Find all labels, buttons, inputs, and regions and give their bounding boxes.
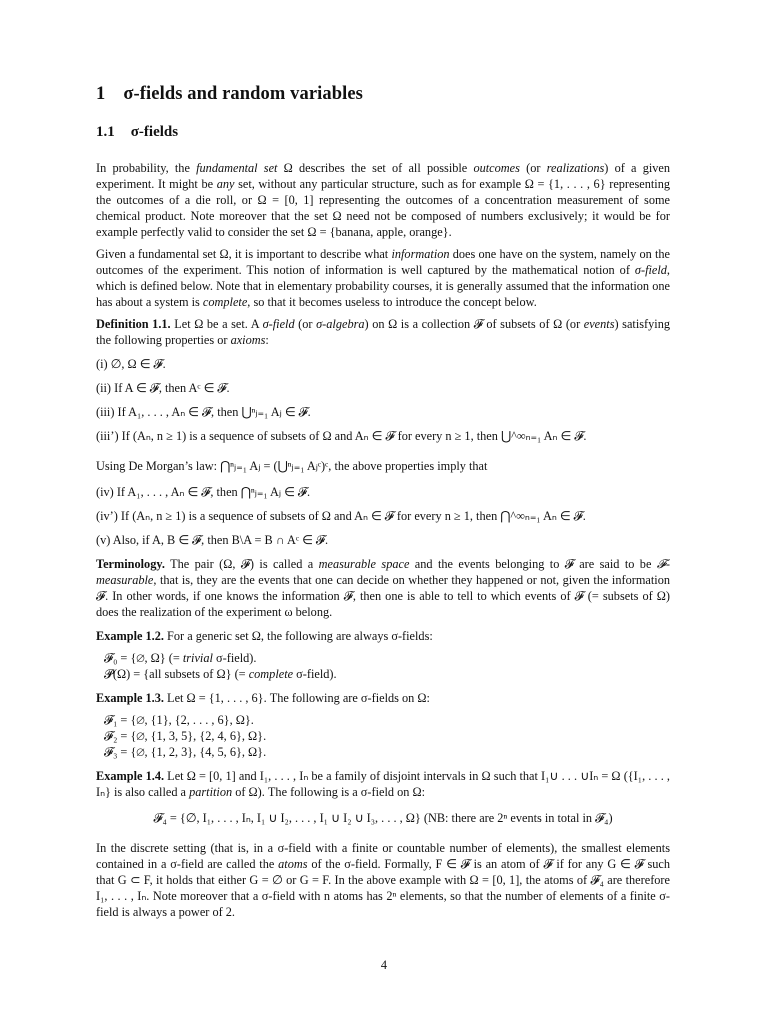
text: does one have on the system, namely on the outcomes of the experiment. This notion of information is well captured by the mathematical notion of xyxy=(96,247,670,277)
de-morgan-statement: Using De Morgan’s law: ⋂ⁿⱼ₌₁ Aⱼ = (⋃ⁿⱼ₌₁ Aⱼᶜ)ᶜ, the above properties imply that xyxy=(96,459,488,473)
definition-1-1 xyxy=(96,316,670,348)
text: Given a fundamental set Ω, it is important to describe what xyxy=(96,247,392,261)
text: In the discrete setting (that is, in a σ-field with a finite or countable number of elements), the smallest elements contained in a σ-field are called the xyxy=(96,841,670,871)
text: In probability, the xyxy=(96,161,197,175)
emphasis: axioms xyxy=(230,333,266,347)
emphasis: complete xyxy=(202,295,248,309)
emphasis: fundamental set xyxy=(196,161,278,175)
subsection-title: σ-fields xyxy=(130,124,179,140)
axiom-item: (iii) If A₁, . . . , Aₙ ∈ 𝓕, then ⋃ⁿⱼ₌₁ Aⱼ ∈ 𝓕. xyxy=(96,405,311,419)
terminology-label: Terminology. xyxy=(96,557,165,571)
example-line: 𝓕₃ = {∅, {1, 2, 3}, {4, 5, 6}, Ω}. xyxy=(104,745,267,759)
emphasis: σ-field xyxy=(262,317,295,331)
section-title: σ-fields and random variables xyxy=(123,84,363,104)
terminology-paragraph xyxy=(96,556,670,620)
text: : xyxy=(265,333,269,347)
emphasis: atoms xyxy=(278,857,308,871)
subsection-heading xyxy=(96,124,670,141)
example-1-4 xyxy=(96,768,670,800)
emphasis: partition xyxy=(189,785,233,799)
emphasis: σ-algebra xyxy=(316,317,365,331)
emphasis: trivial xyxy=(182,651,213,665)
example-label: Example 1.3. xyxy=(96,691,164,705)
text: Let Ω be a set. A xyxy=(170,317,263,331)
page-content xyxy=(96,80,670,920)
emphasis: 𝓕-measurable xyxy=(96,557,670,587)
paragraph-information xyxy=(96,246,670,310)
text: ) of a given experiment. It might be xyxy=(96,161,671,191)
example-label: Example 1.4. xyxy=(96,769,165,783)
text: , that is, they are the events that one can decide on whether they happened or not, given the information 𝓕. In other words, if one knows the information 𝓕, then one is able to tell to which events of 𝓕 (= subsets of Ω) does the realization of the experiment ω belong. xyxy=(96,573,670,619)
text: ) on Ω is a collection 𝓕 of subsets of Ω (or xyxy=(364,317,584,331)
text: σ-field). xyxy=(212,651,257,665)
section-heading xyxy=(96,84,670,105)
definition-label: Definition 1.1. xyxy=(96,317,171,331)
emphasis: σ-field xyxy=(634,263,667,277)
example-1-3 xyxy=(96,690,670,706)
page-number: 4 xyxy=(380,958,388,972)
axiom-item: (iii’) If (Aₙ, n ≥ 1) is a sequence of subsets of Ω and Aₙ ∈ 𝓕 for every n ≥ 1, then ⋃^∞ₙ₌₁ Aₙ ∈ 𝓕. xyxy=(96,429,587,443)
emphasis: realizations xyxy=(546,161,605,175)
emphasis: outcomes xyxy=(473,161,520,175)
example-label: Example 1.2. xyxy=(96,629,164,643)
text: For a generic set Ω, the following are always σ-fields: xyxy=(163,629,433,643)
emphasis: measurable space xyxy=(318,557,410,571)
property-item: (iv’) If (Aₙ, n ≥ 1) is a sequence of subsets of Ω and Aₙ ∈ 𝓕 for every n ≥ 1, then ⋂^∞ₙ₌₁ Aₙ ∈ 𝓕. xyxy=(96,509,586,523)
text: Let Ω = [0, 1] and I₁, . . . , Iₙ be a family of disjoint intervals in Ω such that I₁∪ . . . ∪Iₙ = Ω ({I₁, . . . , Iₙ} is also called a xyxy=(96,769,670,799)
text: set, without any particular structure, such as for example Ω = {1, . . . , 6} representing the outcomes of a die roll, or Ω = [0, 1] representing the outcomes of a concentration measurement of some chemical product. Note moreover that the set Ω need not be composed of numbers exclusively; it would be for example perfectly valid to consider the set Ω = {banana, apple, orange}. xyxy=(96,177,670,239)
example-line: 𝓕₂ = {∅, {1, 3, 5}, {2, 4, 6}, Ω}. xyxy=(104,729,267,743)
emphasis: events xyxy=(583,317,615,331)
text: Ω describes the set of all possible xyxy=(277,161,474,175)
example-line xyxy=(96,666,670,682)
emphasis: information xyxy=(391,247,450,261)
text: 𝓕₀ = {∅, Ω} (= xyxy=(104,651,183,665)
section-number: 1 xyxy=(96,84,106,104)
text: , so that it becomes useless to introduce the concept below. xyxy=(247,295,537,309)
display-equation: 𝓕₄ = {∅, I₁, . . . , Iₙ, I₁ ∪ I₂, . . . , I₁ ∪ I₂ ∪ I₃, . . . , Ω} (NB: there are 2ⁿ events in total in 𝓕₄) xyxy=(153,811,613,825)
text: 𝓟(Ω) = {all subsets of Ω} (= xyxy=(104,667,249,681)
axiom-item: (i) ∅, Ω ∈ 𝓕. xyxy=(96,357,166,371)
text: of the σ-field. Formally, F ∈ 𝓕 is an atom of 𝓕 if for any G ∈ 𝓕 such that G ⊂ F, it holds that either G = ∅ or G = F. In the above example with Ω = [0, 1], the atoms of 𝓕₄ are therefore I₁, . . . , Iₙ. Note moreover that a σ-field with n atoms has 2ⁿ elements, so that the number of elements of a finite σ-field is always a power of 2. xyxy=(96,857,670,919)
property-item: (iv) If A₁, . . . , Aₙ ∈ 𝓕, then ⋂ⁿⱼ₌₁ Aⱼ ∈ 𝓕. xyxy=(96,485,311,499)
axiom-item: (ii) If A ∈ 𝓕, then Aᶜ ∈ 𝓕. xyxy=(96,381,230,395)
text: σ-field). xyxy=(293,667,337,681)
example-1-2 xyxy=(96,628,670,644)
text: of Ω). The following is a σ-field on Ω: xyxy=(232,785,426,799)
example-line xyxy=(96,650,670,666)
emphasis: complete xyxy=(248,667,294,681)
text: ) satisfying the following properties or xyxy=(96,317,670,347)
text: (or xyxy=(294,317,317,331)
property-item: (v) Also, if A, B ∈ 𝓕, then B\A = B ∩ Aᶜ ∈ 𝓕. xyxy=(96,533,329,547)
subsection-number: 1.1 xyxy=(96,124,115,140)
text: The pair (Ω, 𝓕) is called a xyxy=(164,557,319,571)
example-line: 𝓕₁ = {∅, {1}, {2, . . . , 6}, Ω}. xyxy=(104,713,254,727)
paragraph-atoms xyxy=(96,840,670,920)
text: (or xyxy=(519,161,547,175)
emphasis: any xyxy=(216,177,235,191)
text: Let Ω = {1, . . . , 6}. The following are σ-fields on Ω: xyxy=(163,691,430,705)
text: , which is defined below. Note that in elementary probability courses, it is generally assumed that the information one has about a system is xyxy=(96,263,670,309)
text: and the events belonging to 𝓕 are said to be xyxy=(409,557,657,571)
paragraph-fundamental-set xyxy=(96,160,670,240)
